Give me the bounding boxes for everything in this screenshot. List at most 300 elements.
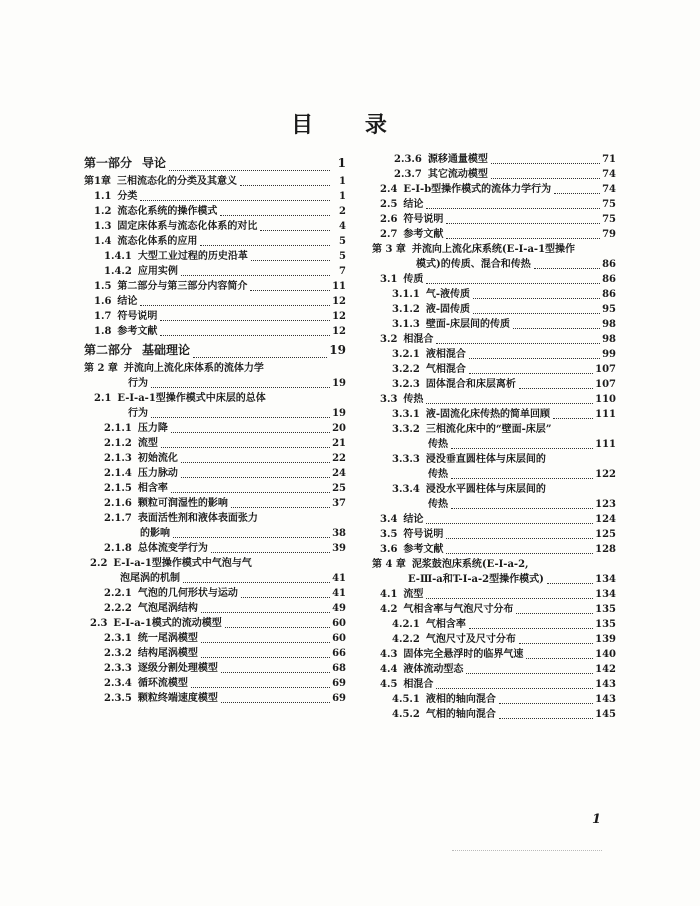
toc-entry-page: 25 (332, 483, 346, 494)
toc-entry-number: 3.1.1 (392, 289, 420, 300)
toc-entry-title: 液-固传质 (425, 304, 470, 315)
toc-entry-page: 68 (332, 663, 346, 674)
toc-entry (84, 616, 346, 631)
toc-entry-number: 1.8 (94, 326, 112, 337)
toc-entry-title: 总体流变学行为 (137, 543, 208, 554)
toc-entry-page: 38 (332, 528, 346, 539)
toc-entry-number: 1.5 (94, 281, 112, 292)
toc-entry-title: 浸没垂直圆柱体与床层间的 (425, 454, 546, 465)
toc-entry-title: 浸没水平圆柱体与床层间的 (425, 484, 546, 495)
toc-entry (372, 272, 616, 287)
toc-entry (84, 451, 346, 466)
toc-entry (84, 406, 346, 421)
page-number: 1 (592, 812, 602, 827)
toc-entry-title: 流态化体系的应用 (117, 236, 198, 247)
toc-entry-title: 结论 (403, 514, 424, 525)
toc-entry (84, 571, 346, 586)
toc-entry-number: 2.6 (380, 214, 398, 225)
toc-entry-number: 2.2 (90, 558, 108, 569)
toc-entry-page: 69 (332, 693, 346, 704)
toc-entry-title: 模式)的传质、混合和传热 (416, 259, 531, 270)
toc-entry (84, 376, 346, 391)
toc-entry-number: 1.6 (94, 296, 112, 307)
dot-leader (446, 553, 593, 554)
dot-leader (534, 268, 600, 269)
toc-entry-number: 1.7 (94, 311, 112, 322)
toc-entry-page: 21 (332, 438, 346, 449)
toc-entry-number: 2.3.2 (104, 648, 132, 659)
toc-entry-page: 12 (332, 296, 346, 307)
toc-entry-number: 3.5 (380, 529, 398, 540)
toc-entry-number: 4.5.1 (392, 694, 420, 705)
toc-entry-number: 2.2.2 (104, 603, 132, 614)
toc-entry (84, 556, 346, 571)
toc-entry-title: 应用实例 (137, 266, 178, 277)
toc-entry (372, 182, 616, 197)
toc-entry-title: 流型 (403, 589, 424, 600)
dot-leader (140, 305, 330, 306)
toc-entry-number: 2.3.1 (104, 633, 132, 644)
toc-entry-title: E-I-a-1模式的流动模型 (113, 618, 222, 629)
toc-entry-page: 122 (595, 469, 616, 480)
toc-entry-page: 99 (602, 349, 616, 360)
dot-leader (426, 283, 600, 284)
toc-entry-title: 并流向上流化床系统(E-I-a-1型操作 (411, 244, 576, 255)
toc-entry-title: 压力脉动 (137, 468, 178, 479)
toc-entry-page: 37 (332, 498, 346, 509)
dot-leader (499, 718, 593, 719)
toc-entry (372, 602, 616, 617)
toc-entry-number: 3.3.2 (392, 424, 420, 435)
toc-entry-number: 2.3.5 (104, 693, 132, 704)
dot-leader (201, 612, 330, 613)
toc-entry-number: 3.2 (380, 334, 398, 345)
dot-leader (151, 387, 330, 388)
toc-entry-page: 79 (602, 229, 616, 240)
toc-entry (84, 511, 346, 526)
dot-leader (221, 672, 330, 673)
toc-entry-title: 传热 (428, 499, 448, 510)
toc-entry-title: 符号说明 (403, 214, 444, 225)
toc-entry (84, 339, 346, 361)
toc-entry-page: 140 (595, 649, 616, 660)
toc-entry (84, 481, 346, 496)
toc-entry-number: 4.2.2 (392, 634, 420, 645)
toc-entry (84, 294, 346, 309)
toc-entry-number: 3.2.3 (392, 379, 420, 390)
toc-entry-page: 49 (332, 603, 346, 614)
toc-entry-page: 98 (602, 319, 616, 330)
dot-leader (451, 448, 593, 449)
dot-leader (160, 335, 330, 336)
toc-entry-page: 95 (602, 304, 616, 315)
toc-entry-page: 5 (339, 236, 346, 247)
toc-entry-page: 128 (595, 544, 616, 555)
toc-entry (84, 174, 346, 189)
toc-entry-title: 结论 (117, 296, 138, 307)
toc-entry-page: 19 (332, 378, 346, 389)
toc-entry-title: 循环流模型 (137, 678, 188, 689)
toc-entry-title: 压力降 (137, 423, 168, 434)
toc-entry (372, 662, 616, 677)
toc-entry-page: 145 (595, 709, 616, 720)
dot-leader (140, 200, 330, 201)
toc-entry-number: 3.6 (380, 544, 398, 555)
toc-entry (84, 526, 346, 541)
dot-leader (446, 223, 600, 224)
toc-entry-number: 2.1.7 (104, 513, 132, 524)
dot-leader (469, 373, 593, 374)
toc-entry-page: 86 (602, 289, 616, 300)
toc-entry (372, 227, 616, 242)
dot-leader (491, 178, 600, 179)
toc-entry (372, 287, 616, 302)
toc-entry-page: 20 (332, 423, 346, 434)
dot-leader (260, 230, 330, 231)
dot-leader (446, 238, 600, 239)
toc-entry (84, 249, 346, 264)
dot-leader (513, 328, 600, 329)
toc-entry (84, 324, 346, 339)
toc-entry-title: 液体流动型态 (403, 664, 464, 675)
toc-entry (84, 541, 346, 556)
toc-entry-title: 气-液传质 (425, 289, 470, 300)
toc-entry-number: 2.1.8 (104, 543, 132, 554)
toc-entry (372, 302, 616, 317)
toc-entry-number: 2.3.4 (104, 678, 132, 689)
toc-entry-page: 19 (332, 408, 346, 419)
toc-entry-title: 相混合 (403, 334, 434, 345)
toc-entry-number: 2.2.1 (104, 588, 132, 599)
toc-entry-page: 12 (332, 311, 346, 322)
toc-entry-title: 表面活性剂和液体表面张力 (137, 513, 258, 524)
toc-entry-title: 结构尾涡模型 (137, 648, 198, 659)
toc-entry-number: 2.1.5 (104, 483, 132, 494)
dot-leader (436, 343, 600, 344)
toc-entry-page: 125 (595, 529, 616, 540)
dot-leader (250, 290, 330, 291)
toc-entry-number: 3.4 (380, 514, 398, 525)
toc-entry-number: 2.1.3 (104, 453, 132, 464)
toc-entry-number: 3.3.4 (392, 484, 420, 495)
toc-entry (84, 436, 346, 451)
toc-entry-number: 4.5.2 (392, 709, 420, 720)
toc-entry-title: E-I-b型操作模式的流体力学行为 (403, 184, 552, 195)
scan-artifact (452, 850, 602, 851)
toc-entry-number: 2.7 (380, 229, 398, 240)
toc-entry-page: 143 (595, 694, 616, 705)
toc-entry-page: 11 (332, 281, 346, 292)
toc-entry-title: 颗粒终端速度模型 (137, 693, 218, 704)
toc-entry-page: 142 (595, 664, 616, 675)
toc-entry-title: 参考文献 (403, 229, 444, 240)
toc-entry-page: 74 (602, 169, 616, 180)
toc-entry-title: 行为 (128, 408, 148, 419)
toc-entry-title: 液相混合 (425, 349, 466, 360)
toc-entry-title: 分类 (117, 191, 138, 202)
dot-leader (547, 583, 593, 584)
dot-leader (171, 432, 330, 433)
toc-entry-page: 12 (332, 326, 346, 337)
toc-entry-page: 41 (332, 573, 346, 584)
toc-entry (84, 361, 346, 376)
toc-entry-title: 导论 (142, 156, 167, 170)
dot-leader (169, 170, 330, 171)
toc-entry-number: 3.3.3 (392, 454, 420, 465)
toc-entry-page: 123 (595, 499, 616, 510)
toc-entry-title: 流态化系统的操作模式 (117, 206, 218, 217)
toc-entry-title: 传热 (403, 394, 424, 405)
toc-entry-page: 66 (332, 648, 346, 659)
toc-entry-number: 4.4 (380, 664, 398, 675)
dot-leader (181, 275, 330, 276)
toc-entry (84, 189, 346, 204)
dot-leader (491, 163, 600, 164)
toc-entry (372, 152, 616, 167)
toc-entry-title: 相混合 (403, 679, 434, 690)
toc-entry-number: 1.4.1 (104, 251, 132, 262)
toc-entry (372, 557, 616, 572)
toc-entry-page: 1 (337, 156, 346, 170)
toc-entry-page: 111 (595, 439, 616, 450)
dot-leader (191, 687, 330, 688)
dot-leader (173, 537, 330, 538)
toc-entry-number: 2.1.6 (104, 498, 132, 509)
toc-entry-title: 逐级分割处理模型 (137, 663, 218, 674)
toc-entry-title: 气相混合 (425, 364, 466, 375)
toc-entry-title: 参考文献 (117, 326, 158, 337)
toc-entry-page: 86 (602, 259, 616, 270)
toc-entry (372, 527, 616, 542)
toc-entry-page: 69 (332, 678, 346, 689)
toc-entry-title: 符号说明 (117, 311, 158, 322)
toc-entry (372, 407, 616, 422)
toc-entry (84, 676, 346, 691)
toc-entry-title: 参考文献 (403, 544, 444, 555)
toc-entry (84, 264, 346, 279)
toc-entry-page: 2 (339, 206, 346, 217)
toc-entry-page: 134 (595, 574, 616, 585)
toc-entry (372, 167, 616, 182)
toc-entry-number: 2.4 (380, 184, 398, 195)
toc-entry (372, 317, 616, 332)
toc-entry (372, 587, 616, 602)
toc-entry (84, 421, 346, 436)
toc-entry-title: 基础理论 (142, 343, 191, 357)
toc-entry (84, 279, 346, 294)
toc-entry-page: 1 (339, 176, 346, 187)
toc-entry-page: 86 (602, 274, 616, 285)
toc-entry-title: E-I-a-1型操作模式中床层的总体 (117, 393, 266, 404)
toc-entry-page: 143 (595, 679, 616, 690)
toc-entry (84, 391, 346, 406)
toc-entry-page: 134 (595, 589, 616, 600)
toc-entry-number: 4.5 (380, 679, 398, 690)
dot-leader (426, 403, 593, 404)
toc-entry-number: 1.1 (94, 191, 112, 202)
toc-entry (372, 452, 616, 467)
dot-leader (181, 462, 330, 463)
toc-entry-title: 源移通量模型 (427, 154, 488, 165)
toc-entry-title: 结论 (403, 199, 424, 210)
toc-entry-title: 传热 (428, 469, 448, 480)
toc-entry-title: 大型工业过程的历史沿革 (137, 251, 248, 262)
toc-entry-title: 并流向上流化床体系的流体力学 (123, 363, 264, 374)
toc-entry-title: 气泡的几何形状与运动 (137, 588, 238, 599)
toc-entry (372, 332, 616, 347)
toc-entry (372, 707, 616, 722)
toc-entry (84, 631, 346, 646)
toc-entry (84, 466, 346, 481)
toc-entry-number: 2.1.4 (104, 468, 132, 479)
toc-entry-number: 第 2 章 (84, 363, 118, 374)
dot-leader (193, 357, 327, 358)
toc-entry (84, 691, 346, 706)
toc-entry-number: 2.3.3 (104, 663, 132, 674)
toc-entry (372, 647, 616, 662)
toc-entry-title: 固定床体系与流态化体系的对比 (117, 221, 258, 232)
page-title: 目 录 (291, 112, 409, 138)
toc-entry-number: 3.3 (380, 394, 398, 405)
toc-entry (372, 542, 616, 557)
toc-entry (372, 692, 616, 707)
toc-entry-page: 4 (339, 221, 346, 232)
dot-leader (446, 538, 593, 539)
toc-entry-title: 的影响 (140, 528, 170, 539)
dot-leader (161, 447, 330, 448)
toc-entry-page: 71 (602, 154, 616, 165)
toc-entry (372, 437, 616, 452)
toc-entry (372, 392, 616, 407)
toc-entry-title: 气相的轴向混合 (425, 709, 496, 720)
toc-entry-number: 1.4 (94, 236, 112, 247)
dot-leader (466, 673, 593, 674)
toc-entry (372, 422, 616, 437)
dot-leader (251, 260, 330, 261)
toc-entry (84, 646, 346, 661)
toc-entry-number: 3.1.3 (392, 319, 420, 330)
toc-entry (372, 212, 616, 227)
toc-entry-page: 75 (602, 199, 616, 210)
toc-entry-page: 24 (332, 468, 346, 479)
dot-leader (519, 643, 593, 644)
toc-entry (372, 197, 616, 212)
toc-entry-page: 110 (595, 394, 616, 405)
toc-entry-title: 符号说明 (403, 529, 444, 540)
toc-entry-page: 5 (339, 251, 346, 262)
toc-right-column (372, 152, 616, 722)
toc-entry-number: 3.3.1 (392, 409, 420, 420)
toc-entry (372, 512, 616, 527)
dot-leader (201, 657, 330, 658)
toc-entry-number: 4.3 (380, 649, 398, 660)
dot-leader (553, 418, 593, 419)
dot-leader (469, 628, 593, 629)
dot-leader (241, 597, 330, 598)
toc-entry-title: 泥浆鼓泡床系统(E-I-a-2, (411, 559, 529, 570)
toc-entry-title: 气泡尺寸及尺寸分布 (425, 634, 516, 645)
dot-leader (221, 702, 330, 703)
toc-entry-page: 124 (595, 514, 616, 525)
toc-entry-number: 第 3 章 (372, 244, 406, 255)
toc-entry-number: 4.2.1 (392, 619, 420, 630)
toc-entry-title: 液相的轴向混合 (425, 694, 496, 705)
dot-leader (225, 627, 330, 628)
toc-entry-number: 2.3.7 (394, 169, 422, 180)
toc-entry-page: 107 (595, 379, 616, 390)
dot-leader (473, 298, 600, 299)
dot-leader (171, 492, 330, 493)
toc-entry-page: 135 (595, 619, 616, 630)
toc-entry-number: 3.2.2 (392, 364, 420, 375)
toc-entry (372, 572, 616, 587)
toc-entry (372, 377, 616, 392)
dot-leader (160, 320, 330, 321)
toc-entry (84, 219, 346, 234)
toc-entry-page: 22 (332, 453, 346, 464)
toc-entry-page: 19 (329, 343, 346, 357)
toc-entry-title: 气相含率与气泡尺寸分布 (403, 604, 514, 615)
toc-entry (84, 601, 346, 616)
dot-leader (426, 598, 593, 599)
toc-entry (84, 204, 346, 219)
toc-entry-number: 1.2 (94, 206, 112, 217)
dot-leader (554, 193, 600, 194)
toc-entry-number: 3.1 (380, 274, 398, 285)
toc-entry (372, 242, 616, 257)
toc-entry (372, 632, 616, 647)
toc-entry-title: 固体完全悬浮时的临界气速 (403, 649, 524, 660)
toc-entry-title: 气相含率 (425, 619, 466, 630)
toc-entry (372, 467, 616, 482)
dot-leader (183, 582, 330, 583)
toc-entry-number: 第1章 (84, 176, 111, 187)
toc-entry-title: 传质 (403, 274, 424, 285)
dot-leader (181, 477, 330, 478)
toc-entry-number: 1.3 (94, 221, 112, 232)
toc-entry-number: 1.4.2 (104, 266, 132, 277)
toc-entry-number: 4.2 (380, 604, 398, 615)
toc-entry (84, 234, 346, 249)
toc-entry-page: 107 (595, 364, 616, 375)
dot-leader (151, 417, 330, 418)
toc-entry-page: 135 (595, 604, 616, 615)
dot-leader (211, 552, 330, 553)
dot-leader (426, 208, 600, 209)
toc-entry (372, 362, 616, 377)
toc-entry-number: 4.1 (380, 589, 398, 600)
toc-entry-title: 统一尾涡模型 (137, 633, 198, 644)
toc-entry (84, 586, 346, 601)
toc-entry-number: 3.1.2 (392, 304, 420, 315)
toc-entry (372, 257, 616, 272)
toc-left-column (84, 152, 346, 706)
toc-entry-page: 60 (332, 618, 346, 629)
toc-entry (84, 152, 346, 174)
toc-entry-number: 2.1 (94, 393, 112, 404)
toc-entry-title: 气泡尾涡结构 (137, 603, 198, 614)
toc-entry-number: 2.5 (380, 199, 398, 210)
dot-leader (240, 185, 330, 186)
toc-entry-title: 三相流态化的分类及其意义 (116, 176, 237, 187)
dot-leader (519, 388, 593, 389)
toc-entry-page: 41 (332, 588, 346, 599)
toc-entry (372, 497, 616, 512)
toc-entry-number: 第一部分 (84, 156, 133, 170)
toc-entry-title: 流型 (137, 438, 158, 449)
toc-entry-title: E-I-a-1型操作模式中气泡与气 (113, 558, 252, 569)
toc-entry-number: 第二部分 (84, 343, 133, 357)
